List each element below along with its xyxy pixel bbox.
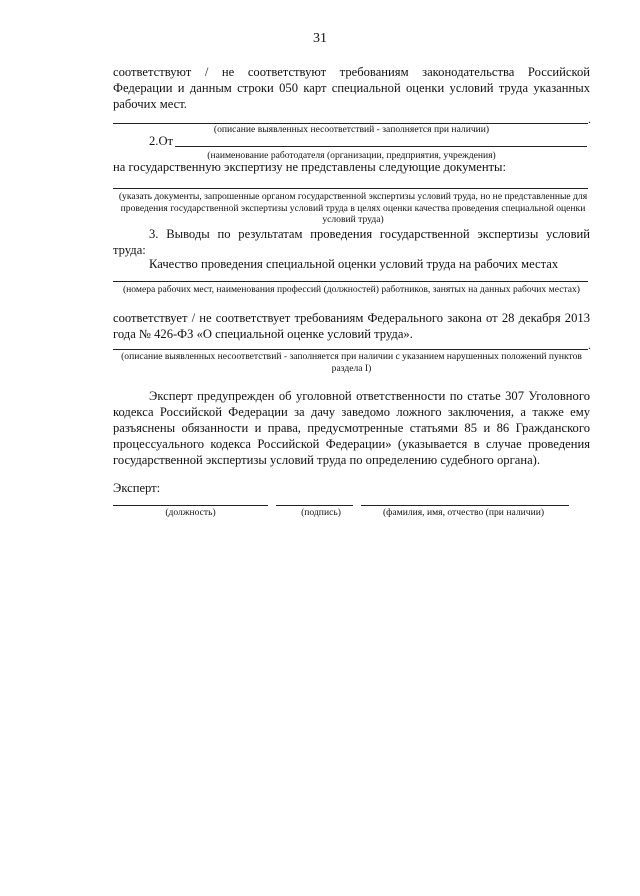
compliance-paragraph: соответствует / не соответствует требованиям Федерального закона от 28 декабря 2013 года № 426-ФЗ «О специальной оценке условий труда». <box>113 311 590 341</box>
workplaces-line <box>113 281 588 282</box>
employer-label: 2.От <box>149 134 174 148</box>
missing-docs-text: на государственную экспертизу не представлены следующие документы: <box>113 160 507 174</box>
quality-text: Качество проведения специальной оценки условий труда на рабочих местах <box>149 257 559 271</box>
expert-warning-paragraph: Эксперт предупрежден об уголовной ответственности по статье 307 Уголовного кодекса Российской Федерации за дачу заведомо ложного заключения, а также ему разъяснены обязанности и права, предусмотренные статьями 85 и 86 Гражданского процессуального кодекса Российской Федерации» (указывается в случае проведения государственной экспертизы условий труда по определению судебного органа). <box>113 389 590 467</box>
name-line <box>361 505 569 506</box>
expert-label: Эксперт: <box>113 481 161 495</box>
name-caption: (фамилия, имя, отчество (при наличии) <box>382 507 545 518</box>
signature-line <box>276 505 353 506</box>
position-line <box>113 505 268 506</box>
conformity-paragraph: соответствуют / не соответствуют требованиям законодательства Российской Федерации и данным строки 050 карт специальной оценки условий труда указанных рабочих мест. <box>113 65 590 111</box>
conclusions-heading: 3. Выводы по результатам проведения государственной экспертизы условий труда: <box>113 227 590 257</box>
line-end-mark-2: . <box>588 338 591 352</box>
signature-caption: (подпись) <box>301 507 341 518</box>
employer-line <box>175 146 587 147</box>
employer-caption: (наименование работодателя (организации, предприятия, учреждения) <box>207 150 496 161</box>
missing-docs-caption: (указать документы, запрошенные органом государственной экспертизы условий труда, но не представленные для проведения государственной экспертизы условий труда в целях оценки качества проведения специальной оценки условий труда) <box>118 191 588 225</box>
workplaces-caption: (номера рабочих мест, наименования профессий (должностей) работников, занятых на данных рабочих местах) <box>122 284 581 295</box>
nonconformity-line-2 <box>113 349 588 350</box>
nonconformity-caption: (описание выявленных несоответствий - заполняется при наличии) <box>213 124 490 135</box>
position-caption: (должность) <box>165 507 216 518</box>
nonconformity-caption-2: (описание выявленных несоответствий - заполняется при наличии с указанием нарушенных положений пунктов раздела I) <box>121 351 582 374</box>
missing-docs-line <box>113 188 588 189</box>
page-number: 31 <box>313 31 327 46</box>
line-end-mark: . <box>588 112 591 126</box>
